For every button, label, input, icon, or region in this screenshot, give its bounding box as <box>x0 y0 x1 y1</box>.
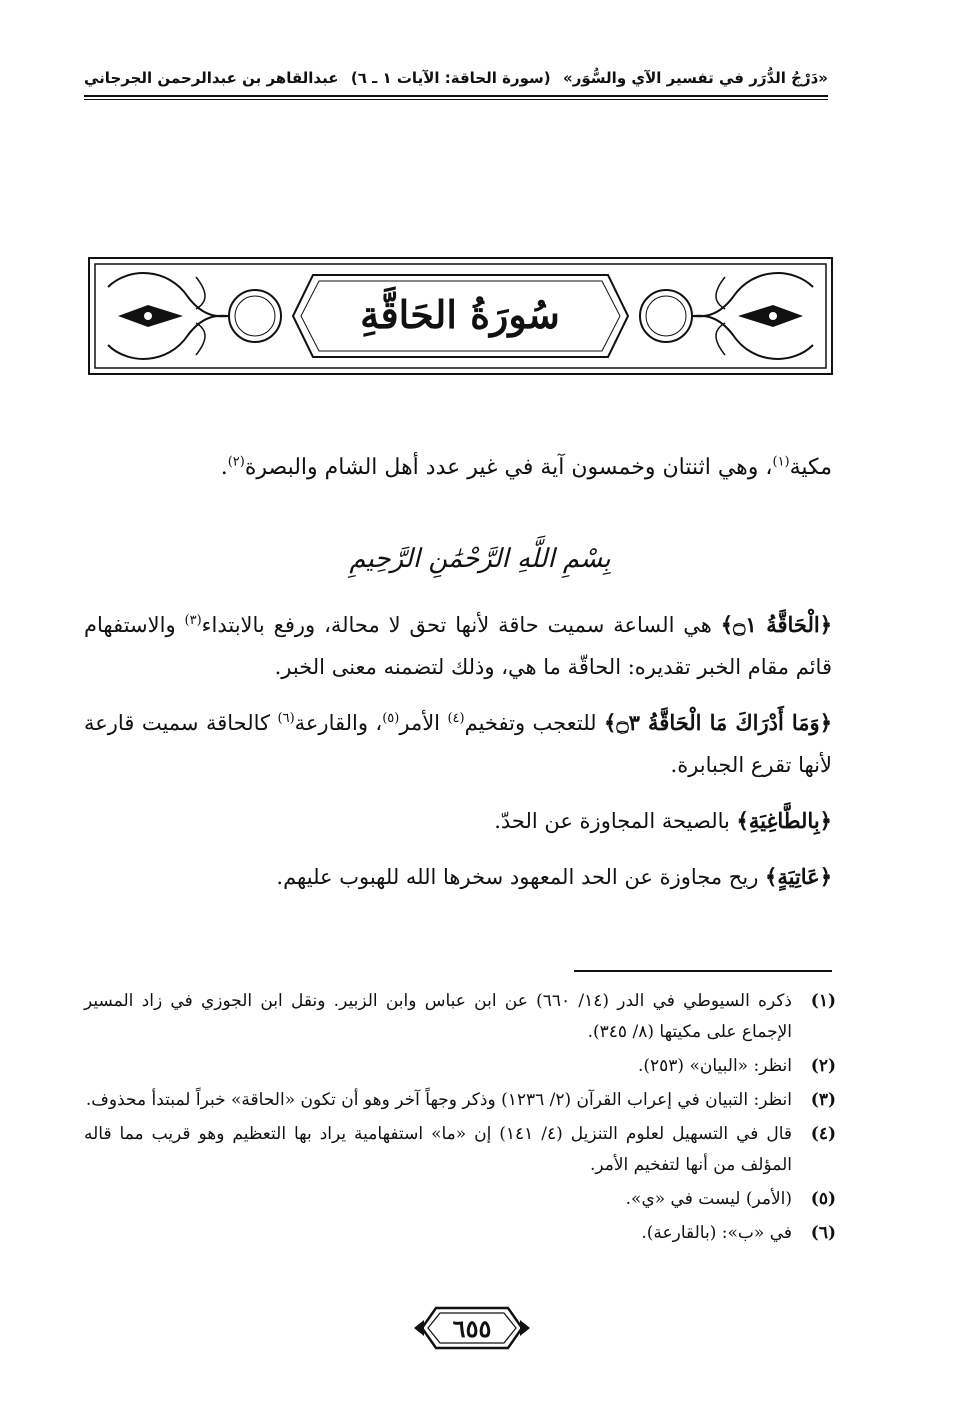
footnote <box>84 1051 836 1082</box>
commentary-text: ريح مجاوزة عن الحد المعهود سخرها الله للهبوب عليهم. <box>276 865 766 889</box>
header-rule-thin <box>84 99 828 100</box>
commentary-text: ، والقارعة <box>294 711 383 735</box>
paragraph <box>84 856 832 898</box>
page-number: ٦٥٥ <box>452 1313 492 1343</box>
footnote-number: (٢) <box>810 1056 836 1076</box>
surah-title: سُورَةُ الحَاقَّةِ <box>360 291 560 337</box>
footnote-ref[interactable]: (٢) <box>227 454 245 470</box>
header-book-title: «دَرْجُ الدُّرَر في تفسير الآي والسُّوَر» <box>563 69 828 87</box>
ayah-quote: ﴿عَاتِيَةٍ﴾ <box>765 864 832 889</box>
footnote <box>84 1085 836 1116</box>
ayah-quote: ﴿وَمَا أَدْرَاكَ مَا الْحَاقَّةُ ۝٣﴾ <box>604 710 833 735</box>
tafsir-body <box>84 604 832 912</box>
footnote-ref[interactable]: (١) <box>772 454 790 470</box>
header-author: عبدالقاهر بن عبدالرحمن الجرجاني <box>84 69 339 87</box>
footnote <box>84 1218 836 1249</box>
intro-end: . <box>220 455 228 480</box>
footnote-number: (١) <box>810 991 836 1011</box>
footnote-ref[interactable]: (٥) <box>382 711 400 726</box>
paragraph <box>84 604 832 688</box>
ayah-quote: ﴿الْحَاقَّةُ ۝١﴾ <box>720 612 833 637</box>
header-rule <box>84 95 828 97</box>
paragraph <box>84 702 832 786</box>
footnote-ref[interactable]: (٤) <box>447 711 465 726</box>
commentary-text: الأمر <box>399 711 448 735</box>
commentary-text: كالحاقة سميت قارعة لأنها تقرع الجبابرة. <box>84 711 832 777</box>
commentary-text: والاستفهام قائم مقام الخبر تقديره: الحاقّة ما هي، وذلك لتضمنه معنى الخبر. <box>84 613 832 679</box>
running-header <box>84 66 828 90</box>
footnote-number: (٥) <box>810 1189 836 1209</box>
footnote <box>84 1119 836 1181</box>
footnote-ref[interactable]: (٣) <box>184 613 202 628</box>
header-section: (سورة الحاقة: الآيات ١ ـ ٦) <box>350 69 551 87</box>
footnote-separator <box>574 970 832 972</box>
footnote-text: (الأمر) ليست في «ي». <box>625 1189 792 1209</box>
footnote-number: (٣) <box>810 1090 836 1110</box>
footnote-text: ذكره السيوطي في الدر (١٤/ ٦٦٠) عن ابن عباس وابن الزبير. ونقل ابن الجوزي في زاد المسير الإجماع على مكيتها (٨/ ٣٤٥). <box>84 991 793 1042</box>
footnote-text: انظر: التبيان في إعراب القرآن (٢/ ١٢٣٦) وذكر وجهاً آخر وهو أن تكون «الحاقة» خبراً لمبتدأ محذوف. <box>85 1090 792 1110</box>
footnote <box>84 1184 836 1215</box>
footnote-ref[interactable]: (٦) <box>277 711 295 726</box>
commentary-text: بالصيحة المجاوزة عن الحدّ. <box>494 809 737 833</box>
basmala: بِسْمِ اللَّهِ الرَّحْمَٰنِ الرَّحِيمِ <box>349 544 611 574</box>
footnotes <box>84 986 836 1252</box>
paragraph <box>84 800 832 842</box>
footnote-number: (٦) <box>810 1223 836 1243</box>
footnote-text: قال في التسهيل لعلوم التنزيل (٤/ ١٤١) إن «ما» استفهامية يراد بها التعظيم وهو قريب مما قاله المؤلف من أنها لتفخيم الأمر. <box>84 1124 792 1175</box>
footnote-text: انظر: «البيان» (٢٥٣). <box>637 1056 792 1076</box>
intro-text: ، وهي اثنتان وخمسون آية في غير عدد أهل الشام والبصرة <box>244 455 773 480</box>
commentary-text: هي الساعة سميت حاقة لأنها تحق لا محالة، ورفع بالابتداء <box>201 613 721 637</box>
ayah-quote: ﴿بِالطَّاغِيَةِ﴾ <box>736 808 832 833</box>
surah-intro <box>172 448 832 488</box>
footnote-text: في «ب»: (بالقارعة). <box>641 1223 792 1243</box>
footnote-number: (٤) <box>810 1124 836 1144</box>
intro-word: مكية <box>789 455 832 480</box>
footnote <box>84 986 836 1048</box>
commentary-text: للتعجب وتفخيم <box>464 711 605 735</box>
